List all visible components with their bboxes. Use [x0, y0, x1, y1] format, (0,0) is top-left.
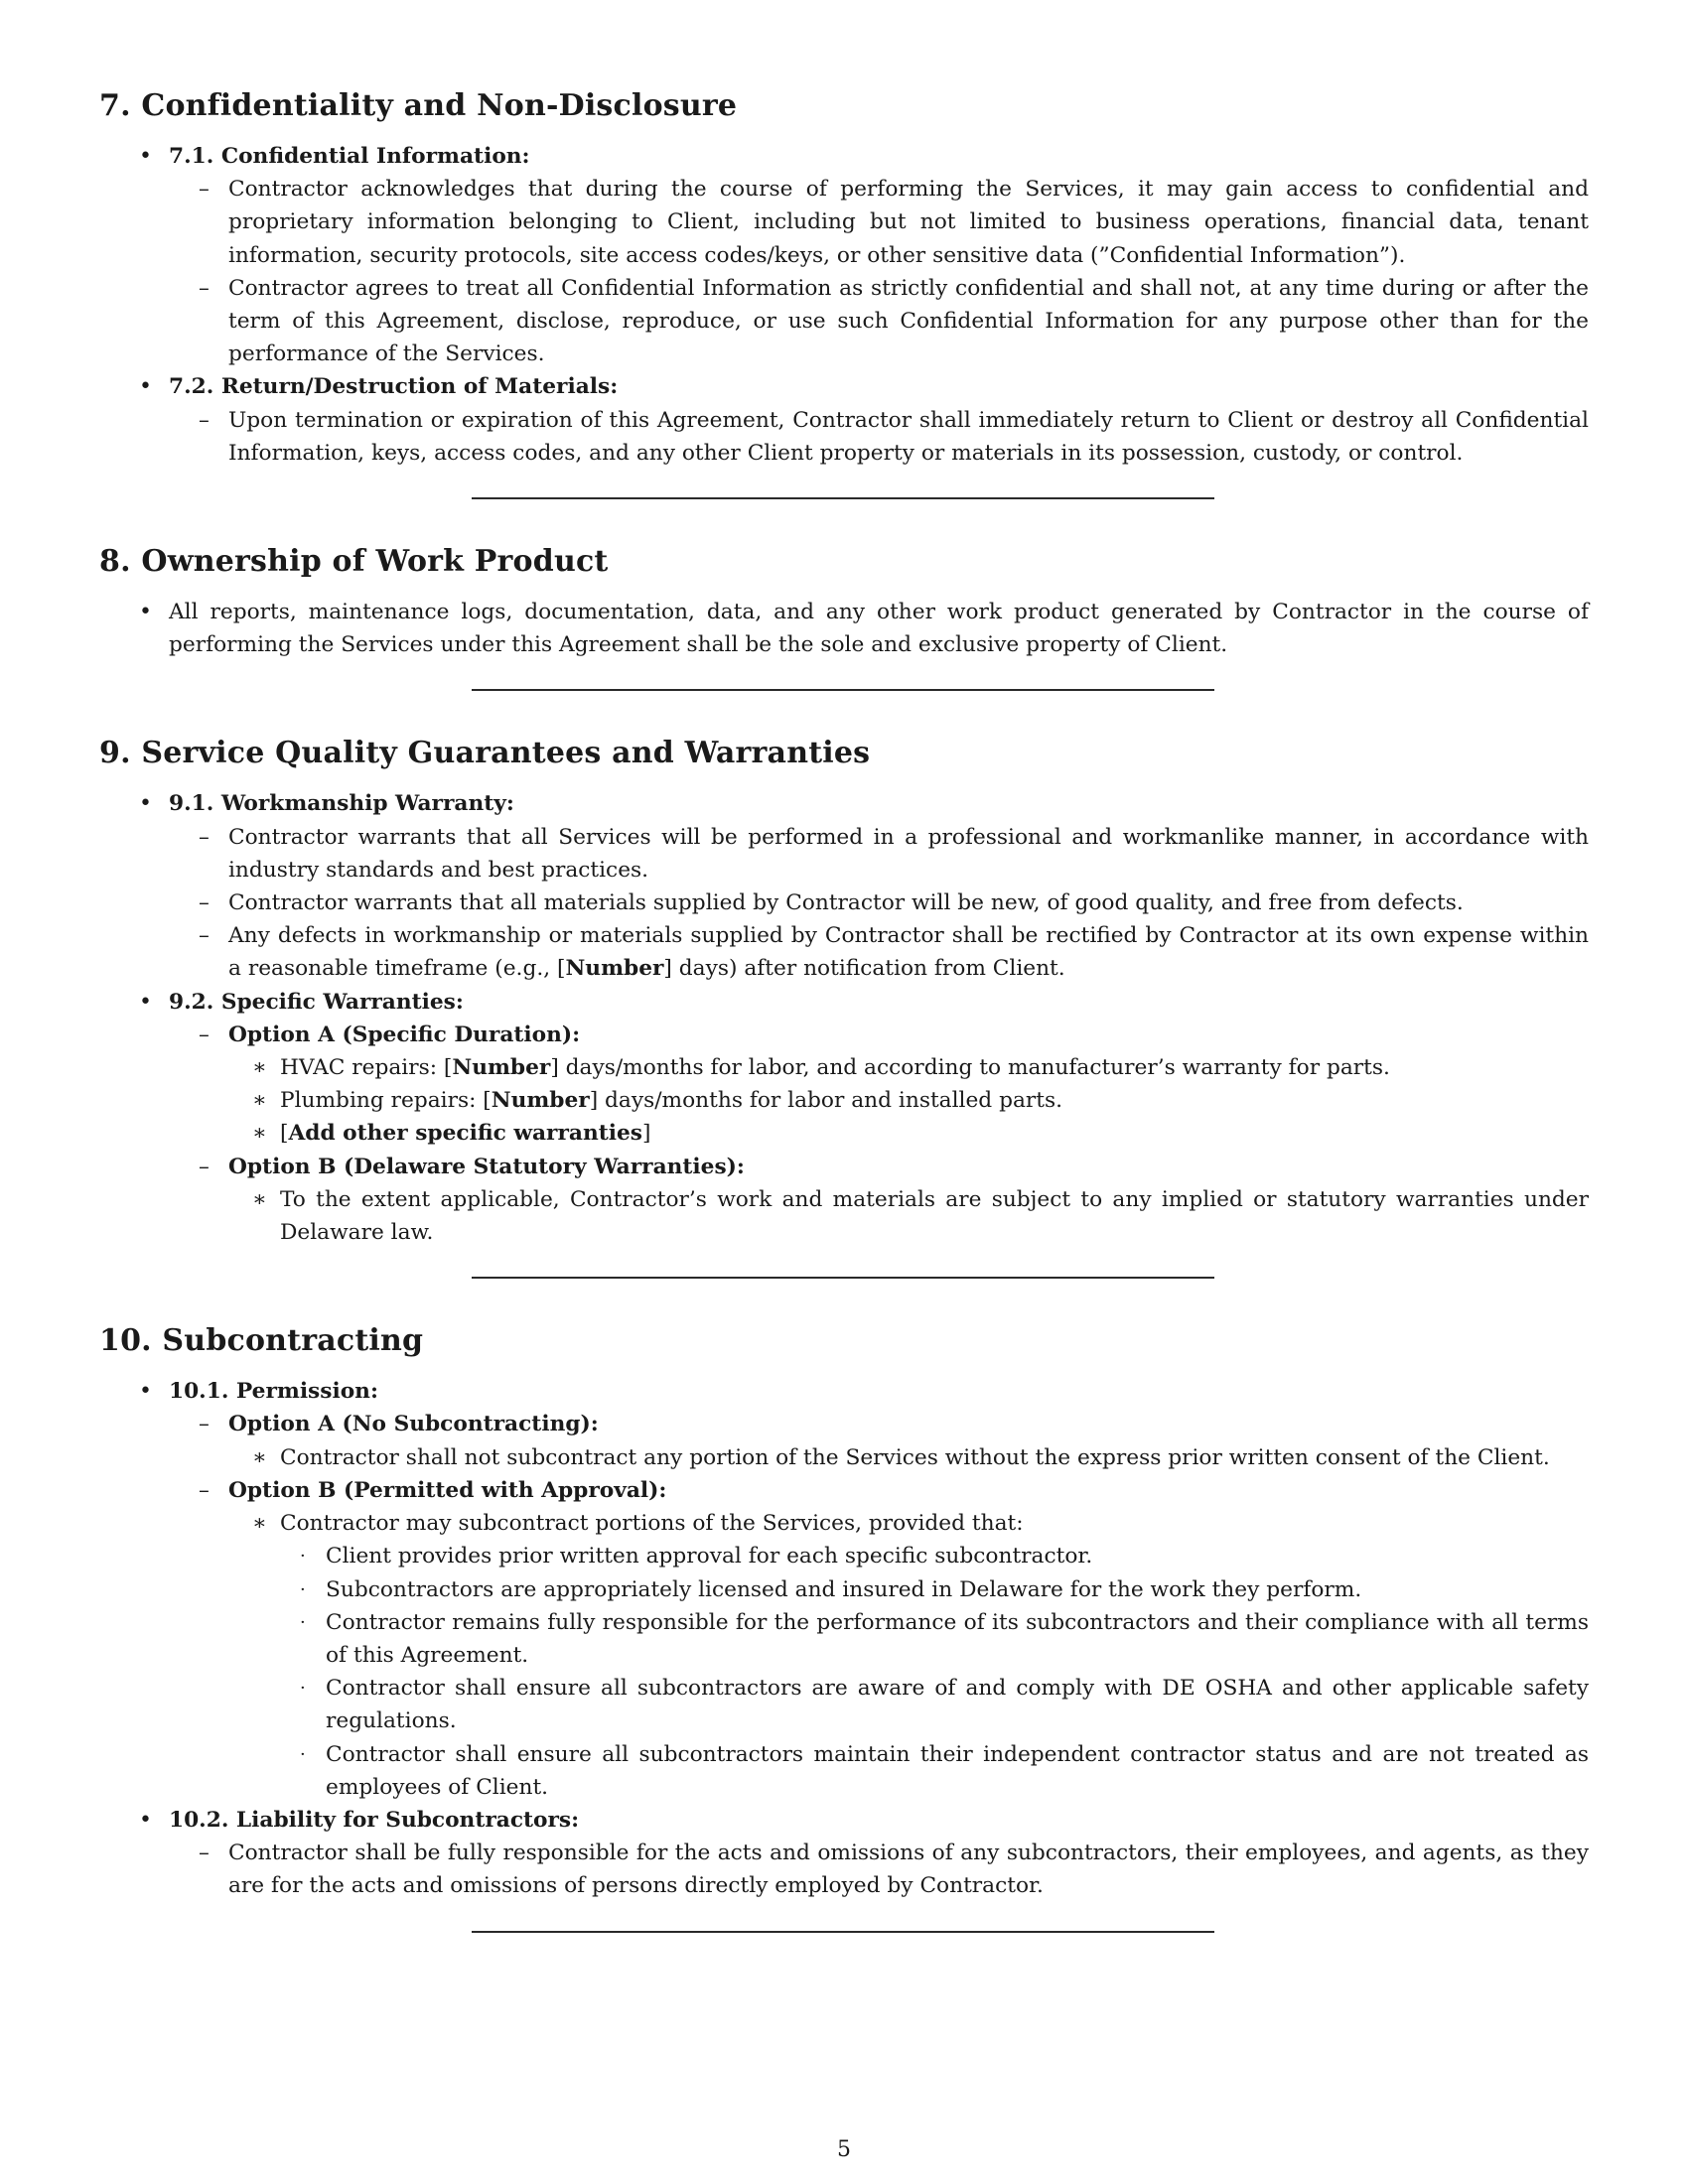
- list-item: – Contractor warrants that all Services will be performed in a professional and workmanlike manner, in accordance with industry standards and best practices.: [199, 824, 1589, 883]
- divider: [472, 497, 1214, 499]
- paragraph: Plumbing repairs: [Number] days/months for labor and installed parts.: [280, 1088, 1063, 1114]
- option-heading: Option A (No Subcontracting):: [228, 1412, 599, 1437]
- paragraph: Contractor may subcontract portions of the Services, provided that:: [280, 1511, 1024, 1537]
- paragraph: Upon termination or expiration of this Agreement, Contractor shall immediately return to Client or destroy all Confidential Information, keys, access codes, and any other Client property or materials in its possession, custody, or control.: [228, 407, 1589, 466]
- list-item: ∗ Contractor shall not subcontract any portion of the Services without the express prior written consent of the Client.: [252, 1444, 1550, 1470]
- page-number: 5: [837, 2137, 851, 2162]
- subsection-heading: 10.1. Permission:: [169, 1379, 378, 1405]
- document-page: [99, 87, 1589, 1933]
- list-item: • All reports, maintenance logs, documentation, data, and any other work product generated by Contractor in the course of performing the Services under this Agreement shall be the sole and exclusive property of Client.: [139, 600, 1589, 658]
- paragraph: Contractor warrants that all Services will be performed in a professional and workmanlike manner, in accordance with industry standards and best practices.: [228, 824, 1589, 883]
- section-10: [99, 1322, 1589, 1902]
- paragraph: Contractor agrees to treat all Confidential Information as strictly confidential and shall not, at any time during or after the term of this Agreement, disclose, reproduce, or use such Confidential Information for any purpose other than for the performance of the Services.: [228, 275, 1589, 367]
- divider: [472, 689, 1214, 691]
- list-item: – Option B (Permitted with Approval):: [199, 1477, 667, 1503]
- list-item: – Upon termination or expiration of this Agreement, Contractor shall immediately return to Client or destroy all Confidential Information, keys, access codes, and any other Client property or materials in its possession, custody, or control.: [199, 407, 1589, 466]
- list-item: · Client provides prior written approval for each specific subcontractor.: [300, 1544, 1093, 1570]
- paragraph: Contractor shall ensure all subcontractors are aware of and comply with DE OSHA and other applicable safety regulations.: [326, 1676, 1589, 1734]
- paragraph: Contractor shall be fully responsible for the acts and omissions of any subcontractors, their employees, and agents, as they are for the acts and omissions of persons directly employed by Contractor.: [228, 1841, 1589, 1899]
- list-item: ∗ To the extent applicable, Contractor’s work and materials are subject to any implied or statutory warranties under Delaware law.: [252, 1186, 1589, 1246]
- list-item: • 10.2. Liability for Subcontractors:: [139, 1807, 580, 1833]
- paragraph: Contractor acknowledges that during the course of performing the Services, it may gain access to confidential and proprietary information belonging to Client, including but not limited to business operations, financial data, tenant information, security protocols, site access codes/keys, or other sensitive data (”Confidential Information”).: [228, 177, 1589, 268]
- paragraph: Client provides prior written approval for each specific subcontractor.: [326, 1544, 1093, 1570]
- section-title: 8. Ownership of Work Product: [99, 544, 609, 580]
- paragraph: To the extent applicable, Contractor’s work and materials are subject to any implied or statutory warranties under Delaware law.: [280, 1186, 1589, 1246]
- subsection-heading: 7.1. Confidential Information:: [169, 144, 530, 169]
- list-item: – Option A (Specific Duration):: [199, 1022, 581, 1047]
- list-item: – Option B (Delaware Statutory Warranties):: [199, 1154, 745, 1179]
- divider: [472, 1277, 1214, 1279]
- divider: [472, 1931, 1214, 1933]
- list-item: – Option A (No Subcontracting):: [199, 1412, 599, 1437]
- list-item: · Contractor remains fully responsible for the performance of its subcontractors and their compliance with all terms of this Agreement.: [300, 1609, 1589, 1668]
- section-8: [99, 543, 1589, 661]
- list-item: – Contractor acknowledges that during the course of performing the Services, it may gain access to confidential and proprietary information belonging to Client, including but not limited to business operations, financial data, tenant information, security protocols, site access codes/keys, or other sensitive data (”Confidential Information”).: [199, 177, 1589, 268]
- option-heading: Option B (Delaware Statutory Warranties):: [228, 1154, 745, 1179]
- list-item: · Contractor shall ensure all subcontractors are aware of and comply with DE OSHA and other applicable safety regulations.: [300, 1676, 1589, 1734]
- list-item: ∗ Plumbing repairs: [Number] days/months for labor and installed parts.: [252, 1088, 1063, 1114]
- list-item: ∗ HVAC repairs: [Number] days/months for labor, and according to manufacturer’s warranty for parts.: [252, 1055, 1390, 1081]
- list-item: ∗ [Add other specific warranties]: [252, 1121, 651, 1147]
- paragraph: All reports, maintenance logs, documentation, data, and any other work product generated by Contractor in the course of performing the Services under this Agreement shall be the sole and exclusive property of Client.: [169, 600, 1589, 658]
- paragraph: Subcontractors are appropriately licensed and insured in Delaware for the work they perform.: [326, 1576, 1362, 1602]
- subsection-heading: 7.2. Return/Destruction of Materials:: [169, 374, 619, 400]
- paragraph: Contractor warrants that all materials supplied by Contractor will be new, of good quality, and free from defects.: [228, 890, 1464, 916]
- list-item: • 9.1. Workmanship Warranty:: [139, 791, 514, 817]
- paragraph: HVAC repairs: [Number] days/months for labor, and according to manufacturer’s warranty for parts.: [280, 1055, 1390, 1081]
- subsection-heading: 10.2. Liability for Subcontractors:: [169, 1807, 580, 1833]
- option-heading: Option B (Permitted with Approval):: [228, 1477, 667, 1503]
- section-title: 10. Subcontracting: [99, 1323, 424, 1359]
- list-item: • 7.2. Return/Destruction of Materials:: [139, 374, 619, 400]
- section-9: [99, 735, 1589, 1249]
- list-item: – Contractor shall be fully responsible for the acts and omissions of any subcontractors, their employees, and agents, as they are for the acts and omissions of persons directly employed by Contractor.: [199, 1841, 1589, 1899]
- subsection-heading: 9.1. Workmanship Warranty:: [169, 791, 514, 817]
- paragraph: Contractor shall ensure all subcontractors maintain their independent contractor status and are not treated as employees of Client.: [326, 1741, 1589, 1800]
- section-title: 9. Service Quality Guarantees and Warranties: [99, 736, 871, 771]
- list-item: · Contractor shall ensure all subcontractors maintain their independent contractor status and are not treated as employees of Client.: [300, 1741, 1589, 1800]
- list-item: • 7.1. Confidential Information:: [139, 144, 530, 169]
- list-item: – Any defects in workmanship or materials supplied by Contractor shall be rectified by Contractor at its own expense within a reasonable timeframe (e.g., [Number] days) after notification from Client.: [199, 923, 1589, 982]
- list-item: • 9.2. Specific Warranties:: [139, 989, 464, 1015]
- list-item: – Contractor agrees to treat all Confidential Information as strictly confidential and shall not, at any time during or after the term of this Agreement, disclose, reproduce, or use such Confidential Information for any purpose other than for the performance of the Services.: [199, 275, 1589, 367]
- section-7: [99, 87, 1589, 470]
- list-item: – Contractor warrants that all materials supplied by Contractor will be new, of good quality, and free from defects.: [199, 890, 1464, 916]
- paragraph: Contractor remains fully responsible for the performance of its subcontractors and their compliance with all terms of this Agreement.: [326, 1609, 1589, 1668]
- list-item: · Subcontractors are appropriately licensed and insured in Delaware for the work they perform.: [300, 1576, 1362, 1602]
- paragraph: Contractor shall not subcontract any portion of the Services without the express prior written consent of the Client.: [280, 1444, 1550, 1470]
- section-title: 7. Confidentiality and Non-Disclosure: [99, 88, 738, 123]
- list-item: ∗ Contractor may subcontract portions of the Services, provided that:: [252, 1511, 1024, 1537]
- subsection-heading: 9.2. Specific Warranties:: [169, 989, 464, 1015]
- paragraph: [Add other specific warranties]: [280, 1121, 651, 1147]
- option-heading: Option A (Specific Duration):: [228, 1022, 581, 1047]
- paragraph: Any defects in workmanship or materials supplied by Contractor shall be rectified by Contractor at its own expense within a reasonable timeframe (e.g., [Number] days) after notification from Client.: [228, 923, 1589, 982]
- list-item: • 10.1. Permission:: [139, 1379, 378, 1405]
